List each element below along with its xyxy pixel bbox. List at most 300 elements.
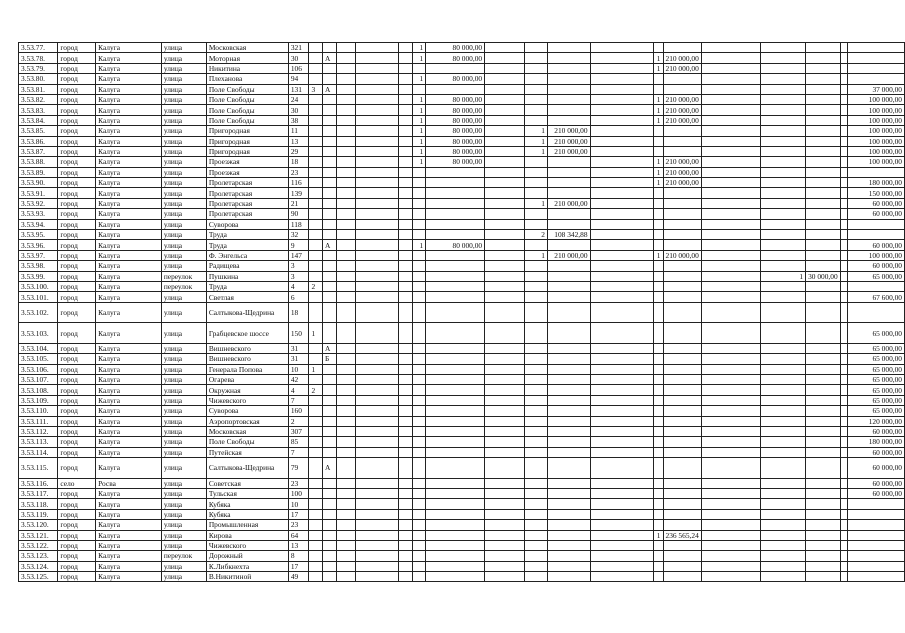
- blank-cell: [840, 115, 848, 125]
- table-row: [19, 53, 905, 63]
- amount-cell: [547, 520, 590, 530]
- count-cell: [412, 572, 426, 582]
- house-number-cell: 307: [288, 426, 309, 436]
- blank-cell: [399, 271, 412, 281]
- street-cell: Суворова: [206, 406, 288, 416]
- settlement-cell: Калуга: [96, 530, 162, 540]
- amount-cell: [806, 146, 841, 156]
- row-id-cell: 3.53.124.: [19, 561, 58, 571]
- amount-cell: 210 000,00: [663, 53, 701, 63]
- blank-cell: [399, 261, 412, 271]
- amount-cell: [426, 478, 485, 488]
- settlement-type-cell: город: [58, 178, 96, 188]
- street-type-cell: улица: [161, 561, 206, 571]
- building-cell: [309, 437, 323, 447]
- blank-cell: [399, 188, 412, 198]
- house-number-cell: 21: [288, 198, 309, 208]
- table-row: [19, 188, 905, 198]
- count-cell: [653, 572, 663, 582]
- street-cell: Никитина: [206, 63, 288, 73]
- blank-cell: [590, 385, 653, 395]
- street-cell: Труда: [206, 281, 288, 291]
- blank-cell: [399, 250, 412, 260]
- count-cell: [653, 395, 663, 405]
- amount-cell: [806, 561, 841, 571]
- amount-cell: [663, 437, 701, 447]
- blank-cell: [355, 530, 399, 540]
- street-type-cell: улица: [161, 74, 206, 84]
- blank-cell: [355, 572, 399, 582]
- count-cell: 1: [761, 271, 806, 281]
- building-cell: [309, 374, 323, 384]
- settlement-cell: Калуга: [96, 53, 162, 63]
- count-cell: [653, 447, 663, 457]
- letter-cell: А: [323, 53, 337, 63]
- street-cell: Пригородная: [206, 126, 288, 136]
- blank-cell: [399, 84, 412, 94]
- settlement-type-cell: город: [58, 499, 96, 509]
- amount-cell: [806, 416, 841, 426]
- table-row: [19, 302, 905, 323]
- house-number-cell: 3: [288, 271, 309, 281]
- blank-cell: [485, 561, 525, 571]
- house-number-cell: 13: [288, 540, 309, 550]
- count-cell: [412, 530, 426, 540]
- blank-cell: [336, 250, 355, 260]
- total-cell: 60 000,00: [848, 447, 905, 457]
- count-cell: [761, 167, 806, 177]
- blank-cell: [590, 94, 653, 104]
- blank-cell: [355, 540, 399, 550]
- amount-cell: [426, 572, 485, 582]
- street-type-cell: улица: [161, 416, 206, 426]
- amount-cell: [426, 499, 485, 509]
- settlement-cell: Калуга: [96, 74, 162, 84]
- street-cell: Пролетарская: [206, 178, 288, 188]
- amount-cell: [663, 374, 701, 384]
- blank-cell: [840, 416, 848, 426]
- count-cell: [761, 374, 806, 384]
- amount-cell: [663, 136, 701, 146]
- count-cell: [525, 53, 548, 63]
- count-cell: [412, 520, 426, 530]
- amount-cell: 210 000,00: [547, 126, 590, 136]
- blank-cell: [336, 63, 355, 73]
- amount-cell: [663, 458, 701, 479]
- street-type-cell: улица: [161, 385, 206, 395]
- amount-cell: [547, 43, 590, 53]
- blank-cell: [336, 157, 355, 167]
- letter-cell: [323, 219, 337, 229]
- count-cell: [761, 43, 806, 53]
- blank-cell: [590, 437, 653, 447]
- total-cell: [848, 540, 905, 550]
- blank-cell: [840, 499, 848, 509]
- building-cell: [309, 302, 323, 323]
- count-cell: [525, 219, 548, 229]
- street-cell: Кирова: [206, 530, 288, 540]
- count-cell: [761, 146, 806, 156]
- blank-cell: [701, 292, 760, 302]
- amount-cell: [426, 551, 485, 561]
- table-row: [19, 250, 905, 260]
- amount-cell: [547, 416, 590, 426]
- total-cell: 65 000,00: [848, 323, 905, 344]
- settlement-cell: Калуга: [96, 250, 162, 260]
- blank-cell: [485, 385, 525, 395]
- building-cell: [309, 219, 323, 229]
- count-cell: [653, 478, 663, 488]
- blank-cell: [336, 520, 355, 530]
- street-cell: К.Либкнехта: [206, 561, 288, 571]
- count-cell: 1: [653, 250, 663, 260]
- blank-cell: [590, 281, 653, 291]
- house-number-cell: 160: [288, 406, 309, 416]
- count-cell: 1: [412, 126, 426, 136]
- count-cell: 1: [525, 250, 548, 260]
- blank-cell: [590, 354, 653, 364]
- street-type-cell: улица: [161, 167, 206, 177]
- blank-cell: [336, 540, 355, 550]
- count-cell: [653, 488, 663, 498]
- settlement-cell: Калуга: [96, 261, 162, 271]
- amount-cell: [426, 520, 485, 530]
- count-cell: [525, 488, 548, 498]
- blank-cell: [485, 261, 525, 271]
- blank-cell: [485, 94, 525, 104]
- row-id-cell: 3.53.114.: [19, 447, 58, 457]
- blank-cell: [590, 230, 653, 240]
- street-type-cell: улица: [161, 53, 206, 63]
- blank-cell: [590, 240, 653, 250]
- amount-cell: [547, 478, 590, 488]
- blank-cell: [485, 509, 525, 519]
- amount-cell: [663, 426, 701, 436]
- building-cell: 3: [309, 84, 323, 94]
- blank-cell: [399, 53, 412, 63]
- street-cell: Радищева: [206, 261, 288, 271]
- count-cell: [653, 520, 663, 530]
- count-cell: 1: [412, 157, 426, 167]
- settlement-type-cell: город: [58, 146, 96, 156]
- amount-cell: 210 000,00: [663, 94, 701, 104]
- amount-cell: [547, 74, 590, 84]
- amount-cell: [547, 488, 590, 498]
- settlement-type-cell: город: [58, 540, 96, 550]
- amount-cell: 80 000,00: [426, 53, 485, 63]
- blank-cell: [336, 271, 355, 281]
- street-cell: Вишневского: [206, 343, 288, 353]
- letter-cell: [323, 281, 337, 291]
- blank-cell: [840, 84, 848, 94]
- street-type-cell: улица: [161, 354, 206, 364]
- blank-cell: [590, 499, 653, 509]
- blank-cell: [485, 520, 525, 530]
- street-cell: Пушкина: [206, 271, 288, 281]
- blank-cell: [701, 250, 760, 260]
- row-id-cell: 3.53.121.: [19, 530, 58, 540]
- amount-cell: [426, 406, 485, 416]
- total-cell: [848, 281, 905, 291]
- amount-cell: [547, 323, 590, 344]
- letter-cell: [323, 509, 337, 519]
- blank-cell: [336, 53, 355, 63]
- letter-cell: [323, 209, 337, 219]
- count-cell: 1: [525, 136, 548, 146]
- blank-cell: [399, 178, 412, 188]
- row-id-cell: 3.53.120.: [19, 520, 58, 530]
- total-cell: [848, 530, 905, 540]
- settlement-cell: Калуга: [96, 520, 162, 530]
- amount-cell: [426, 261, 485, 271]
- amount-cell: [426, 63, 485, 73]
- settlement-type-cell: город: [58, 281, 96, 291]
- blank-cell: [701, 488, 760, 498]
- blank-cell: [701, 43, 760, 53]
- letter-cell: [323, 572, 337, 582]
- letter-cell: А: [323, 240, 337, 250]
- amount-cell: [806, 499, 841, 509]
- blank-cell: [399, 302, 412, 323]
- amount-cell: [663, 499, 701, 509]
- blank-cell: [399, 136, 412, 146]
- blank-cell: [701, 302, 760, 323]
- street-cell: Путейская: [206, 447, 288, 457]
- amount-cell: 80 000,00: [426, 126, 485, 136]
- amount-cell: [426, 354, 485, 364]
- count-cell: [761, 105, 806, 115]
- blank-cell: [701, 499, 760, 509]
- amount-cell: [806, 374, 841, 384]
- house-number-cell: 10: [288, 364, 309, 374]
- blank-cell: [399, 561, 412, 571]
- settlement-cell: Калуга: [96, 126, 162, 136]
- table-row: [19, 374, 905, 384]
- letter-cell: [323, 447, 337, 457]
- count-cell: [412, 551, 426, 561]
- street-cell: Пригородная: [206, 146, 288, 156]
- count-cell: [525, 167, 548, 177]
- house-number-cell: 23: [288, 520, 309, 530]
- blank-cell: [399, 509, 412, 519]
- settlement-cell: Калуга: [96, 426, 162, 436]
- blank-cell: [485, 198, 525, 208]
- total-cell: 150 000,00: [848, 188, 905, 198]
- blank-cell: [399, 240, 412, 250]
- count-cell: [653, 240, 663, 250]
- house-number-cell: 4: [288, 281, 309, 291]
- letter-cell: [323, 261, 337, 271]
- blank-cell: [355, 551, 399, 561]
- count-cell: [761, 250, 806, 260]
- amount-cell: [426, 84, 485, 94]
- row-id-cell: 3.53.101.: [19, 292, 58, 302]
- street-type-cell: улица: [161, 447, 206, 457]
- building-cell: [309, 395, 323, 405]
- blank-cell: [840, 520, 848, 530]
- blank-cell: [336, 302, 355, 323]
- settlement-type-cell: город: [58, 94, 96, 104]
- blank-cell: [355, 250, 399, 260]
- settlement-type-cell: город: [58, 209, 96, 219]
- house-number-cell: 23: [288, 478, 309, 488]
- street-cell: Поле Свободы: [206, 115, 288, 125]
- settlement-type-cell: город: [58, 115, 96, 125]
- blank-cell: [485, 74, 525, 84]
- blank-cell: [590, 416, 653, 426]
- count-cell: [525, 354, 548, 364]
- count-cell: [653, 416, 663, 426]
- blank-cell: [355, 354, 399, 364]
- blank-cell: [355, 84, 399, 94]
- amount-cell: [663, 520, 701, 530]
- row-id-cell: 3.53.83.: [19, 105, 58, 115]
- blank-cell: [840, 94, 848, 104]
- letter-cell: [323, 395, 337, 405]
- blank-cell: [399, 105, 412, 115]
- amount-cell: [547, 94, 590, 104]
- row-id-cell: 3.53.104.: [19, 343, 58, 353]
- letter-cell: [323, 416, 337, 426]
- building-cell: [309, 354, 323, 364]
- street-cell: Московская: [206, 426, 288, 436]
- amount-cell: [547, 53, 590, 63]
- amount-cell: [663, 323, 701, 344]
- amount-cell: [663, 188, 701, 198]
- letter-cell: А: [323, 343, 337, 353]
- settlement-type-cell: город: [58, 167, 96, 177]
- settlement-cell: Калуга: [96, 447, 162, 457]
- amount-cell: [426, 447, 485, 457]
- table-row: [19, 343, 905, 353]
- blank-cell: [701, 354, 760, 364]
- count-cell: [412, 416, 426, 426]
- count-cell: [761, 209, 806, 219]
- settlement-type-cell: город: [58, 488, 96, 498]
- letter-cell: [323, 167, 337, 177]
- count-cell: [412, 354, 426, 364]
- table-row: [19, 167, 905, 177]
- settlement-cell: Калуга: [96, 115, 162, 125]
- table-row: [19, 105, 905, 115]
- table-row: [19, 240, 905, 250]
- street-cell: Суворова: [206, 219, 288, 229]
- blank-cell: [840, 178, 848, 188]
- count-cell: [761, 488, 806, 498]
- building-cell: [309, 488, 323, 498]
- count-cell: [525, 209, 548, 219]
- blank-cell: [355, 105, 399, 115]
- settlement-cell: Калуга: [96, 437, 162, 447]
- house-number-cell: 31: [288, 354, 309, 364]
- count-cell: [761, 540, 806, 550]
- row-id-cell: 3.53.96.: [19, 240, 58, 250]
- blank-cell: [840, 458, 848, 479]
- count-cell: 1: [412, 105, 426, 115]
- blank-cell: [590, 374, 653, 384]
- blank-cell: [485, 157, 525, 167]
- blank-cell: [485, 323, 525, 344]
- street-type-cell: улица: [161, 395, 206, 405]
- house-number-cell: 6: [288, 292, 309, 302]
- total-cell: 65 000,00: [848, 395, 905, 405]
- count-cell: [412, 499, 426, 509]
- street-type-cell: улица: [161, 115, 206, 125]
- blank-cell: [399, 416, 412, 426]
- table-row: [19, 395, 905, 405]
- count-cell: [412, 209, 426, 219]
- amount-cell: [426, 437, 485, 447]
- amount-cell: [426, 167, 485, 177]
- table-row: [19, 426, 905, 436]
- amount-cell: 80 000,00: [426, 146, 485, 156]
- total-cell: 100 000,00: [848, 250, 905, 260]
- blank-cell: [701, 105, 760, 115]
- housing-register-table: [18, 42, 905, 582]
- amount-cell: [663, 478, 701, 488]
- count-cell: [761, 406, 806, 416]
- amount-cell: [663, 126, 701, 136]
- blank-cell: [590, 509, 653, 519]
- settlement-type-cell: город: [58, 364, 96, 374]
- settlement-cell: Калуга: [96, 561, 162, 571]
- street-cell: Ф. Энгельса: [206, 250, 288, 260]
- settlement-type-cell: город: [58, 406, 96, 416]
- street-cell: Труда: [206, 240, 288, 250]
- amount-cell: [663, 292, 701, 302]
- count-cell: [412, 281, 426, 291]
- count-cell: 1: [412, 74, 426, 84]
- count-cell: [761, 478, 806, 488]
- amount-cell: [426, 302, 485, 323]
- blank-cell: [336, 94, 355, 104]
- settlement-type-cell: город: [58, 74, 96, 84]
- blank-cell: [485, 178, 525, 188]
- blank-cell: [701, 261, 760, 271]
- count-cell: [761, 302, 806, 323]
- count-cell: 1: [653, 94, 663, 104]
- count-cell: [761, 364, 806, 374]
- row-id-cell: 3.53.84.: [19, 115, 58, 125]
- blank-cell: [336, 230, 355, 240]
- street-type-cell: переулок: [161, 271, 206, 281]
- blank-cell: [399, 292, 412, 302]
- building-cell: [309, 178, 323, 188]
- street-cell: Пролетарская: [206, 209, 288, 219]
- blank-cell: [701, 551, 760, 561]
- street-type-cell: улица: [161, 540, 206, 550]
- amount-cell: [663, 343, 701, 353]
- blank-cell: [840, 250, 848, 260]
- settlement-type-cell: город: [58, 374, 96, 384]
- table-row: [19, 292, 905, 302]
- amount-cell: 30 000,00: [806, 271, 841, 281]
- amount-cell: [663, 74, 701, 84]
- row-id-cell: 3.53.106.: [19, 364, 58, 374]
- blank-cell: [485, 426, 525, 436]
- blank-cell: [590, 261, 653, 271]
- count-cell: [412, 458, 426, 479]
- settlement-cell: Калуга: [96, 105, 162, 115]
- settlement-type-cell: город: [58, 157, 96, 167]
- count-cell: [761, 354, 806, 364]
- blank-cell: [336, 395, 355, 405]
- amount-cell: 210 000,00: [663, 157, 701, 167]
- amount-cell: [426, 458, 485, 479]
- street-cell: Труда: [206, 230, 288, 240]
- blank-cell: [399, 74, 412, 84]
- amount-cell: [806, 281, 841, 291]
